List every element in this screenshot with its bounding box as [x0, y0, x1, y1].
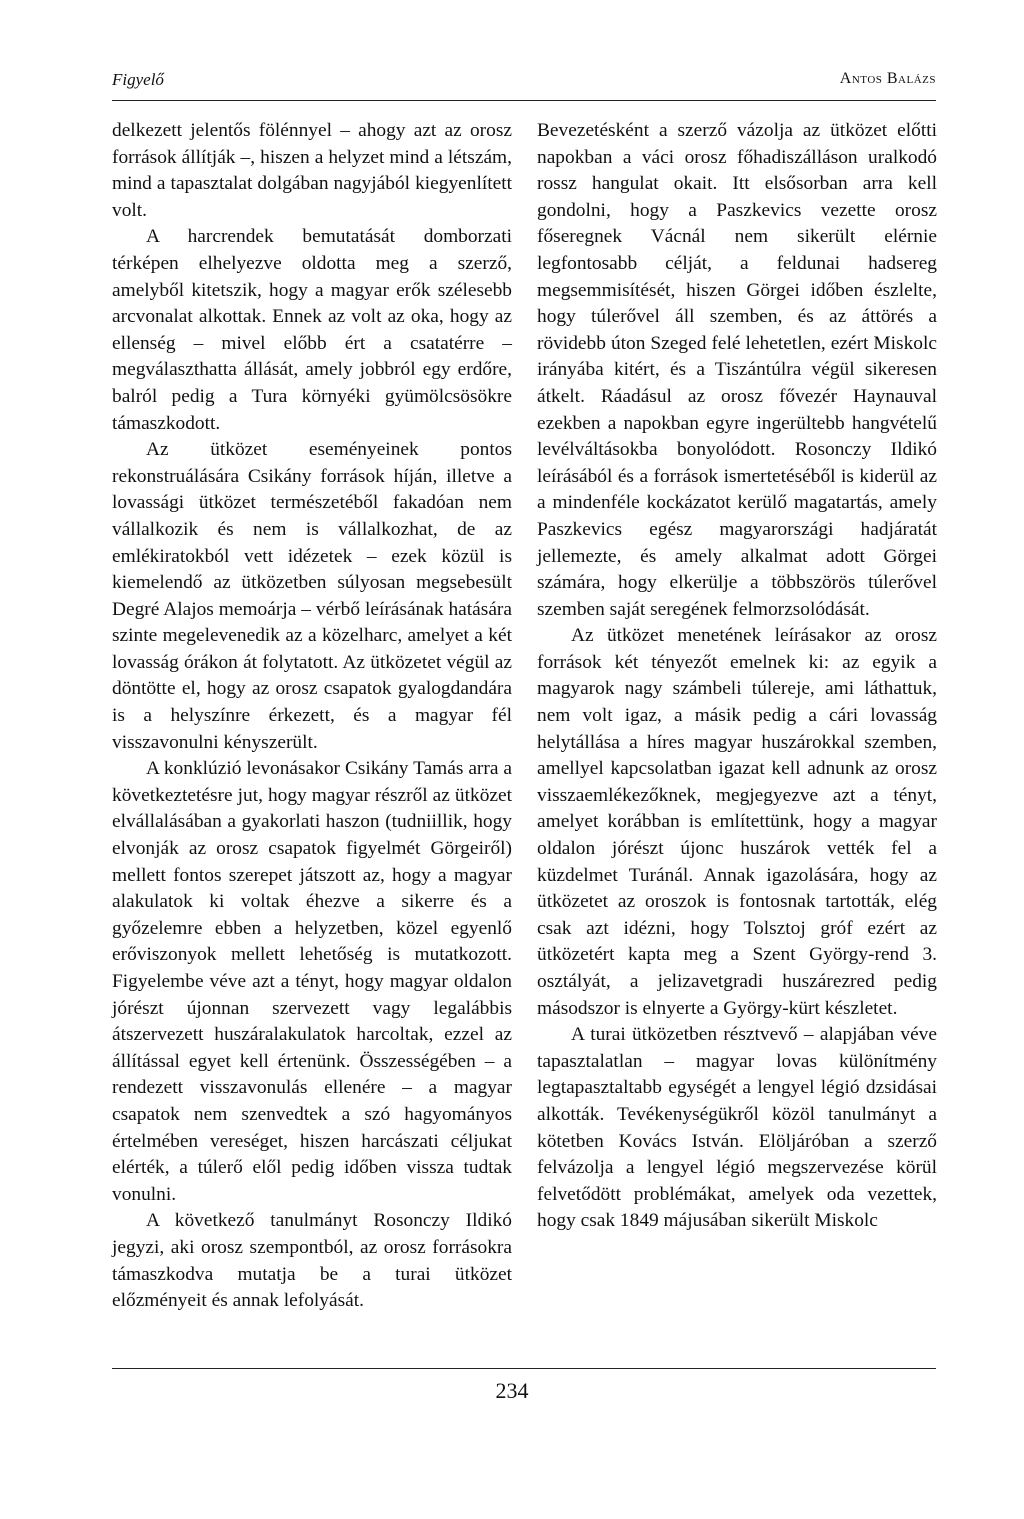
page-number: 234 — [495, 1378, 529, 1403]
paragraph: delkezett jelentős fölénnyel – ahogy azt az orosz források állítják –, hiszen a helyzet mind a létszám, mind a tapasztalat dolgában nagyjából kiegyenlített volt. — [112, 120, 512, 221]
section-title: Figyelő — [112, 70, 164, 89]
running-header — [112, 70, 936, 101]
paragraph: A következő tanulmányt Rosonczy Ildikó jegyzi, aki orosz szempontból, az orosz forrásokra támaszkodva mutatja be a turai ütközet előzményeit és annak lefolyását. — [112, 1210, 512, 1312]
paragraph: Az ütközet eseményeinek pontos rekonstruálására Csikány források híján, illetve a lovassági ütközet természetéből fakadóan nem vállalkozik és nem is vállalkozhat, de az emlékiratokból vett idézetek – ezek közül is kiemelendő az ütközetben súlyosan megsebesült Degré Alajos memoárja – vérbő leírásának hatására szinte megelevenedik az a közelharc, amelyet a két lovasság órákon át folytatott. Az ütközetet végül az döntötte el, hogy az orosz csapatok gyalogdandára is a helyszínre érkezett, és a magyar fél visszavonulni kényszerült. — [112, 439, 512, 753]
footer-rule — [112, 1368, 936, 1369]
paragraph: A konklúzió levonásakor Csikány Tamás arra a következtetésre jut, hogy magyar részről az ütközet elvállalásában a gyakorlati haszon (tudniillik, hogy elvonják az orosz csapatok figyelmét Görgeiről) mellett fontos szerepet játszott az, hogy a magyar alakulatok ki voltak éhezve a sikerre és a győzelemre ebben a helyzetben, közel egyenlő erőviszonyok mellett lehetőség is mutatkozott. Figyelembe véve azt a tényt, hogy magyar oldalon jórészt újonnan szervezett vagy legalábbis átszervezett huszáralakulatok harcoltak, ezzel az állítással egyet kell értenünk. Összességében – a rendezett visszavonulás ellenére – a magyar csapatok nem szenvedtek a szó hagyományos értelmében vereséget, hiszen harcászati céljukat elérték, a túlerő elől pedig időben vissza tudtak vonulni. — [112, 758, 512, 1205]
author-name: Antos Balázs — [839, 70, 936, 87]
right-column — [537, 118, 937, 1235]
paragraph: Az ütközet menetének leírásakor az orosz források két tényezőt emelnek ki: az egyik a magyarok nagy számbeli túlereje, ami láthattuk, nem volt igaz, a másik pedig a cári lovasság helytállása a híres magyar huszárokkal szemben, amellyel kapcsolatban igazat kell adnunk az orosz visszaemlékezőknek, megjegyezve azt a tényt, amelyet korábban is említettünk, hogy a magyar oldalon jórészt újonc huszárok vették fel a küzdelmet Turánál. Annak igazolására, hogy az ütközetet az oroszok is fontosnak tartották, elég csak azt idézni, hogy Tolsztoj gróf ezért az ütközetért kapta meg a Szent György-rend 3. osztályát, a jelizavetgradi huszárezred pedig másodszor is elnyerte a György-kürt készletet. — [537, 625, 937, 1019]
left-column — [112, 118, 512, 1315]
paragraph: A turai ütközetben résztvevő – alapjában véve tapasztalatlan – magyar lovas különítmény legtapasztaltabb egységét a lengyel légió dzsidásai alkották. Tevékenységükről közöl tanulmányt a kötetben Kovács István. Elöljáróban a szerző felvázolja a lengyel légió megszervezése körül felvetődött problémákat, amelyek oda vezettek, hogy csak 1849 májusában sikerült Miskolc — [537, 1024, 937, 1232]
paragraph: Bevezetésként a szerző vázolja az ütközet előtti napokban a váci orosz főhadiszálláson uralkodó rossz hangulat okait. Itt elsősorban arra kell gondolni, hogy a Paszkevics vezette orosz főseregnek Vácnál nem sikerült elérnie legfontosabb célját, a feldunai hadsereg megsemmisítését, hiszen Görgei időben észlelte, hogy túlerővel áll szemben, és az áttörés a rövidebb úton Szeged felé lehetetlen, ezért Miskolc irányába kitért, és a Tiszántúlra végül sikeresen átkelt. Ráadásul az orosz fővezér Haynauval ezekben a napokban egyre ingerültebb hangvételű levélváltásokba bonyolódott. Rosonczy Ildikó leírásából és a források ismertetéséből is kiderül az a mindenféle kockázatot kerülő magatartás, amely Paszkevics egész magyarországi hadjáratát jellemezte, és amely alkalmat adott Görgei számára, hogy elkerülje a többszörös túlerővel szemben saját seregének felmorzsolódását. — [537, 120, 937, 620]
paragraph: A harcrendek bemutatását domborzati térképen elhelyezve oldotta meg a szerző, amelyből kitetszik, hogy a magyar erők szélesebb arcvonalat alkottak. Ennek az volt az oka, hogy az ellenség – mivel előbb ért a csatatérre – megválaszthatta állását, amely jobbról egy erdőre, balról pedig a Tura környéki gyümölcsösökre támaszkodott. — [112, 226, 512, 434]
